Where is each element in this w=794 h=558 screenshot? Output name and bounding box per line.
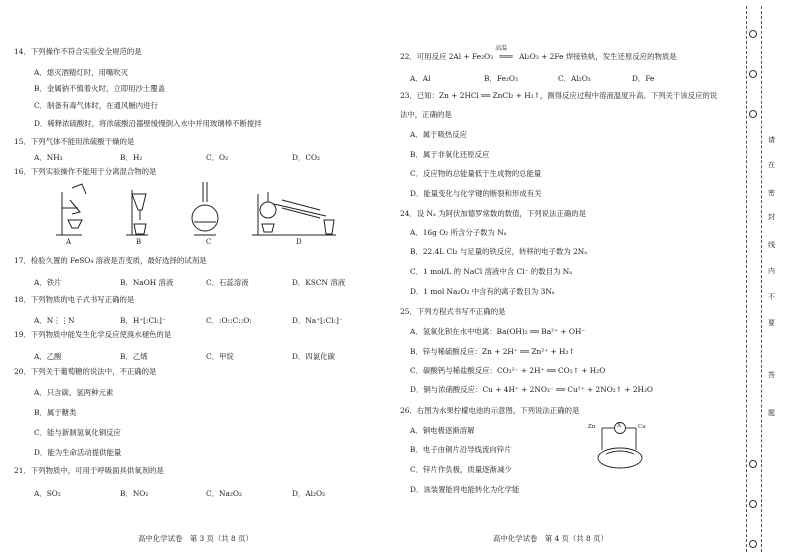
q26-option-c: C．锌片作负极，质量逐渐减少 (410, 465, 512, 474)
q22-stem (400, 45, 677, 61)
q21-option-b: B．NO₂ (120, 489, 149, 498)
q22-condition: 高温 (495, 45, 508, 52)
q22-options (410, 74, 654, 83)
seal-hole-4 (749, 460, 757, 468)
seal-word-10: 题 (768, 409, 775, 417)
q17-options (34, 278, 345, 287)
q19-option-b: B．乙烯 (120, 352, 148, 361)
q23-option-d: D．能量变化与化学键的断裂和形成有关 (410, 189, 542, 198)
q17-option-d: D．KSCN 溶液 (292, 278, 346, 287)
right-page-footer: 高中化学试卷 第 4 页（共 8 页） (493, 534, 608, 543)
seal-word-5: 线 (768, 241, 775, 249)
q24-option-a: A．16g O₂ 所含分子数为 Nₐ (410, 228, 507, 237)
seal-hole-1 (749, 30, 757, 38)
q17-stem: 17．检验久置的 FeSO₄ 溶液是否变质，最好选择的试剂是 (14, 256, 207, 265)
apparatus-label-a: A (66, 238, 72, 246)
q24-option-c: C．1 mol/L 的 NaCl 溶液中含 Cl⁻ 的数目为 Nₐ (410, 267, 573, 276)
q22-stem-pre: 22．可用反应 2Al + Fe₂O₃ (400, 52, 494, 61)
seal-word-1: 请 (768, 136, 775, 144)
seal-word-9: 答 (768, 371, 775, 379)
q26-option-a: A．铜电极逐渐溶解 (410, 426, 475, 435)
seal-hole-5 (749, 500, 757, 508)
q15-option-c: C．O₂ (206, 153, 229, 162)
q23-option-b: B．属于非氧化还原反应 (410, 150, 490, 159)
seal-word-4: 封 (768, 213, 775, 221)
apparatus-label-d: D (296, 238, 302, 246)
q21-options (34, 489, 325, 498)
seal-line-margin (740, 0, 794, 558)
q16-stem: 16．下列实验操作不能用于分离混合物的是 (14, 167, 157, 176)
q15-option-b: B．H₂ (120, 153, 143, 162)
q15-stem: 15．下列气体不能用浓硫酸干燥的是 (14, 137, 135, 146)
q25-option-c: C．碳酸钙与稀盐酸反应：CO₃²⁻ + 2H⁺ ══ CO₂↑ + H₂O (410, 366, 606, 375)
seal-word-7: 不 (768, 293, 775, 301)
q22-option-c: C．Al₂O₃ (558, 74, 591, 83)
q21-option-d: D．Al₂O₃ (292, 489, 326, 498)
q24-stem: 24．设 Nₐ 为阿伏加德罗常数的数值，下列说法正确的是 (400, 209, 587, 218)
q18-options (34, 316, 343, 325)
seal-hole-2 (749, 70, 757, 78)
q18-option-d: D．Na⁺[:Cl:]⁻ (292, 316, 343, 325)
q15-options (34, 153, 320, 162)
q22-stem-post: Al₂O₃ + 2Fe 焊接铁轨，发生还原反应的物质是 (519, 52, 677, 61)
q17-option-c: C．石蕊溶液 (206, 278, 249, 287)
q20-option-b: B．属于糖类 (34, 408, 77, 417)
apparatus-b-funnel (126, 190, 148, 235)
q18-option-c: C．:O::C::O: (206, 316, 252, 325)
lemon-zn-label: Zn (588, 424, 596, 430)
q21-option-a: A．SO₂ (34, 489, 61, 498)
lemon-ammeter-label: A (617, 423, 621, 429)
q16-apparatus-drawing (48, 180, 348, 240)
q19-option-a: A．乙酸 (34, 352, 62, 361)
apparatus-label-b: B (136, 238, 142, 246)
q19-option-d: D．四氯化碳 (292, 352, 335, 361)
apparatus-label-c: C (206, 238, 212, 246)
q26-stem: 26．右图为水果柠檬电池的示意图，下列说法正确的是 (400, 406, 580, 415)
seal-word-2: 在 (768, 161, 775, 169)
q20-stem: 20．下列关于葡萄糖的说法中，不正确的是 (14, 367, 157, 376)
q26-option-b: B．电子由铜片沿导线流向锌片 (410, 445, 512, 454)
seal-word-6: 内 (768, 267, 775, 275)
q17-option-b: B．NaOH 溶液 (120, 278, 174, 287)
q25-option-a: A．氢氧化钡在水中电离：Ba(OH)₂ ══ Ba²⁺ + OH⁻ (410, 327, 586, 336)
lemon-cu-label: Cu (638, 424, 646, 430)
q25-stem: 25．下列方程式书写不正确的是 (400, 307, 506, 316)
q14-option-a: A．熄灭酒精灯时，用嘴吹灭 (34, 68, 129, 77)
q20-option-a: A．只含碳、氢两种元素 (34, 388, 114, 397)
q19-options (34, 352, 335, 361)
q16-apparatus-figures (48, 180, 348, 250)
q20-option-d: D．能为生命活动提供能量 (34, 448, 122, 457)
seal-dashed-border (746, 6, 762, 552)
q24-option-b: B．22.4L Cl₂ 与足量的铁反应，转移的电子数为 2Nₐ (410, 247, 588, 256)
q18-stem: 18．下列物质的电子式书写正确的是 (14, 295, 135, 304)
q14-option-d: D．稀释浓硫酸时，将浓硫酸沿器壁缓慢倒入水中并用玻璃棒不断搅拌 (34, 119, 262, 128)
q21-option-c: C．Na₂O₂ (206, 489, 242, 498)
seal-hole-6 (749, 540, 757, 548)
lemon-battery-figure (588, 420, 648, 470)
left-page-footer: 高中化学试卷 第 3 页（共 8 页） (138, 534, 253, 543)
q20-option-c: C．能与新制氢氧化铜反应 (34, 428, 121, 437)
q25-option-b: B．锌与稀硫酸反应：Zn + 2H⁺ ══ Zn²⁺ + H₂↑ (410, 347, 575, 356)
q22-option-b: B．Fe₂O₃ (484, 74, 518, 83)
seal-word-8: 要 (768, 319, 775, 327)
q19-option-c: C．甲烷 (206, 352, 234, 361)
q23-option-a: A．属于吸热反应 (410, 130, 468, 139)
q14-stem: 14．下列操作不符合实验安全规范的是 (14, 47, 142, 56)
seal-hole-3 (749, 110, 757, 118)
q14-option-b: B．金属钠不慎着火时，立即用沙土覆盖 (34, 84, 166, 93)
q22-option-a: A．Al (410, 74, 431, 83)
q25-option-d: D．铜与浓硝酸反应：Cu + 4H⁺ + 2NO₃⁻ ══ Cu²⁺ + 2NO₂↑ + 2H₂O (410, 385, 653, 394)
apparatus-c-flask (192, 182, 218, 235)
q19-stem: 19．下列物质中能发生化学反应使溴水褪色的是 (14, 330, 172, 339)
q18-option-b: B．H⁺[:Cl:]⁻ (120, 316, 166, 325)
q15-option-d: D．CO₂ (292, 153, 320, 162)
q23-stem-line2: 法中，正确的是 (400, 110, 452, 119)
q15-option-a: A．NH₃ (34, 153, 63, 162)
q22-condition-arrow: 高温 ═══ (495, 45, 513, 61)
q21-stem: 21．下列物质中，可用于呼吸面具供氧剂的是 (14, 466, 164, 475)
q22-option-d: D．Fe (632, 74, 655, 83)
q18-option-a: A．N⋮⋮N (34, 316, 75, 325)
q24-option-d: D．1 mol Na₂O₂ 中含有的离子数目为 3Nₐ (410, 287, 555, 296)
seal-word-3: 密 (768, 189, 775, 197)
q17-option-a: A．铁片 (34, 278, 62, 287)
apparatus-d-distillation (252, 192, 336, 235)
q26-option-d: D．该装置能将电能转化为化学能 (410, 485, 520, 494)
q14-option-c: C．制备有毒气体时，在通风橱内进行 (34, 101, 158, 110)
apparatus-a-evaporation (56, 184, 86, 235)
q23-stem-line1: 23．已知：Zn + 2HCl ══ ZnCl₂ + H₂↑，测得反应过程中溶液温度升高。下列关于该反应的说 (400, 91, 718, 100)
q23-option-c: C．反应物的总能量低于生成物的总能量 (410, 169, 542, 178)
